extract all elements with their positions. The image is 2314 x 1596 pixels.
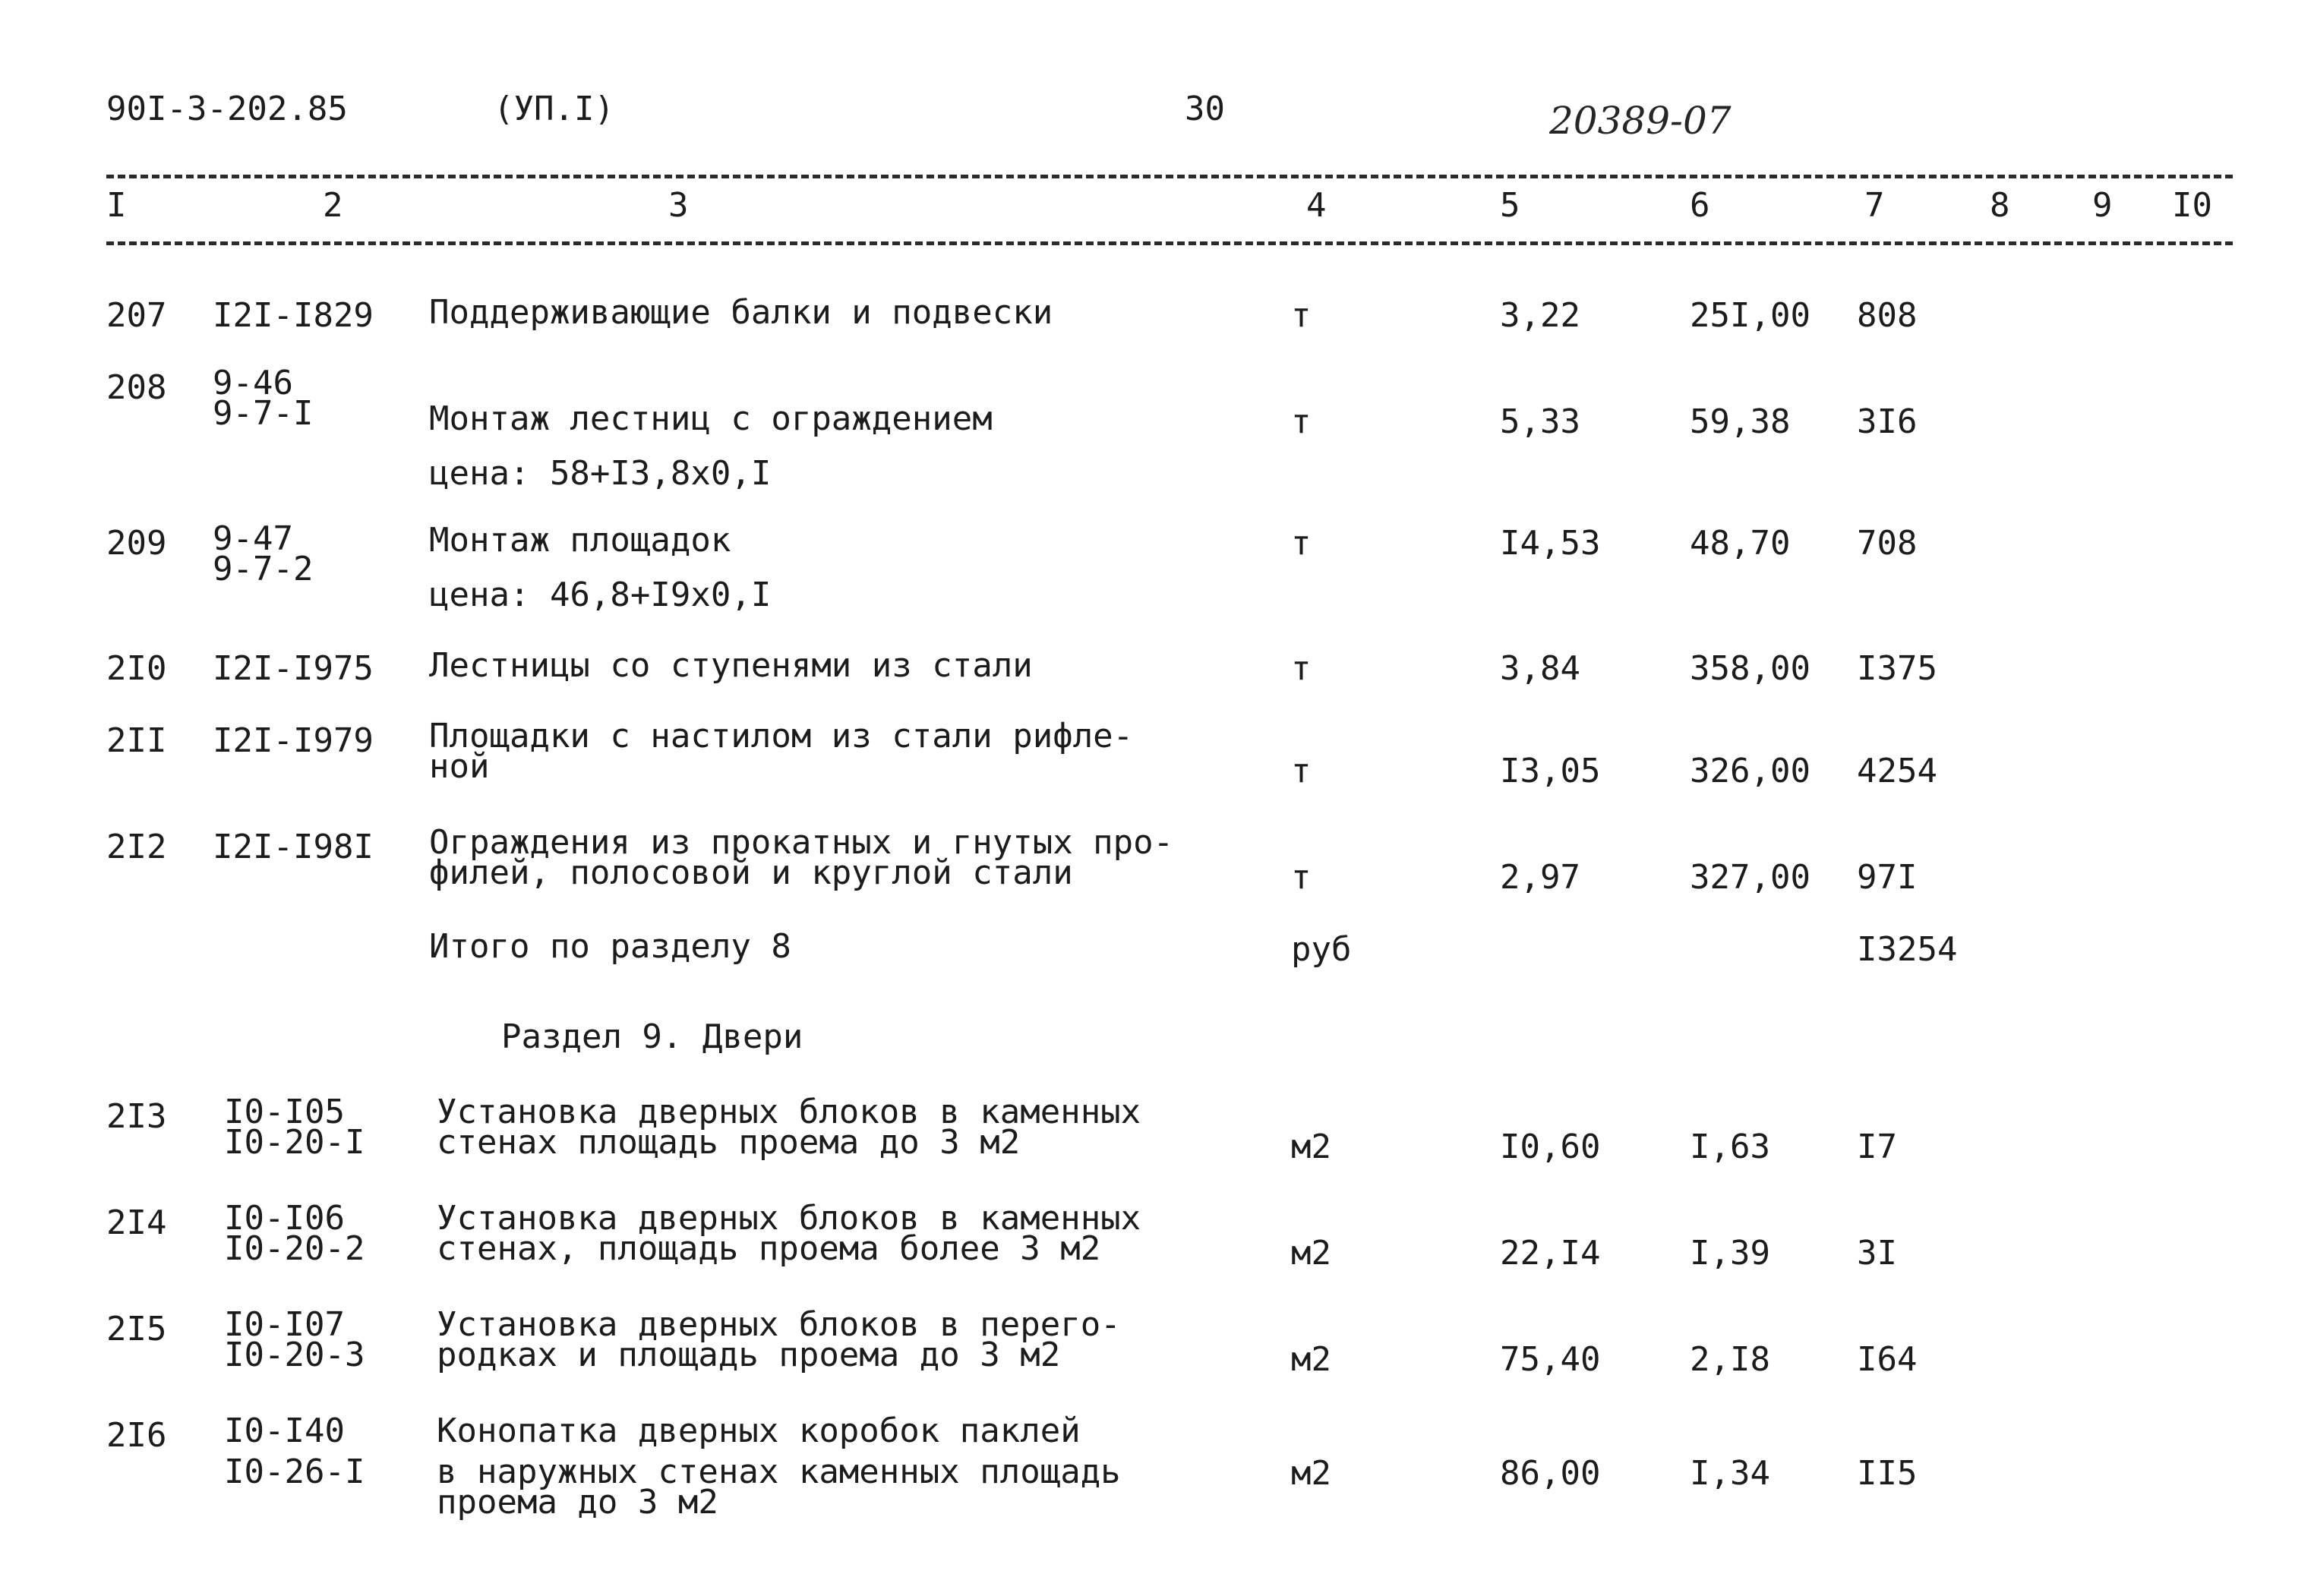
row-unit: т xyxy=(1291,402,1312,441)
row-number: 2I3 xyxy=(106,1097,167,1136)
row-unit-price: I,63 xyxy=(1690,1128,1770,1166)
row-unit: т xyxy=(1291,649,1312,688)
row-total: I64 xyxy=(1857,1340,1918,1379)
row-code: I0-I07 xyxy=(224,1305,345,1344)
row-code: I2I-I975 xyxy=(213,649,374,688)
row-description xyxy=(437,1411,1121,1522)
handwritten-inventory-number: 20389-07 xyxy=(1549,99,1732,143)
description-line: стенах площадь проема до 3 м2 xyxy=(437,1123,1021,1162)
subtotal-label: Итого по разделу 8 xyxy=(429,927,791,966)
row-number: 2I2 xyxy=(106,828,167,866)
row-code-group xyxy=(224,1305,365,1374)
row-unit: м2 xyxy=(1291,1234,1331,1273)
row-number: 208 xyxy=(106,368,167,407)
column-number: I0 xyxy=(2172,186,2212,225)
description-line: Ограждения из прокатных и гнутых про- xyxy=(429,823,1174,862)
row-description xyxy=(429,717,1134,786)
row-code-group xyxy=(224,1093,365,1162)
row-number: 2II xyxy=(106,721,167,760)
subtotal-total: I3254 xyxy=(1857,930,1958,969)
row-code-group xyxy=(213,364,314,433)
section-title: Раздел 9. Двери xyxy=(501,1017,803,1056)
row-code: I2I-I979 xyxy=(213,721,374,760)
row-unit-price: 2,I8 xyxy=(1690,1340,1770,1379)
row-unit: т xyxy=(1291,524,1312,563)
row-description: Поддерживающие балки и подвески xyxy=(429,293,1053,332)
row-unit: м2 xyxy=(1291,1340,1331,1379)
row-code: I0-20-I xyxy=(224,1123,365,1162)
column-number: 3 xyxy=(668,186,689,225)
row-total: 3I xyxy=(1857,1234,1897,1273)
row-code: I0-26-I xyxy=(224,1452,365,1491)
description-line: стенах, площадь проема более 3 м2 xyxy=(437,1229,1101,1268)
row-total: 708 xyxy=(1857,524,1918,563)
row-total: I7 xyxy=(1857,1128,1897,1166)
row-total: I375 xyxy=(1857,649,1937,688)
row-code-group xyxy=(224,1411,365,1491)
row-quantity: 75,40 xyxy=(1500,1340,1601,1379)
row-number: 2I5 xyxy=(106,1310,167,1348)
row-code-group xyxy=(213,519,314,588)
description-line: ной xyxy=(429,747,490,786)
top-dashed-rule xyxy=(106,175,2233,178)
description-line: в наружных стенах каменных площадь xyxy=(437,1452,1121,1491)
row-unit: м2 xyxy=(1291,1454,1331,1493)
bottom-dashed-rule xyxy=(106,241,2233,245)
row-description xyxy=(437,1199,1141,1268)
row-quantity: 3,22 xyxy=(1500,296,1580,335)
row-quantity: 3,84 xyxy=(1500,649,1580,688)
column-number: 5 xyxy=(1500,186,1520,225)
row-description xyxy=(429,521,772,614)
row-code: I0-20-3 xyxy=(224,1336,365,1374)
row-code: I0-20-2 xyxy=(224,1229,365,1268)
row-total: 3I6 xyxy=(1857,402,1918,441)
row-code: I0-I06 xyxy=(224,1199,345,1238)
column-number: I xyxy=(106,186,127,225)
row-unit-price: 358,00 xyxy=(1690,649,1810,688)
row-unit-price: 327,00 xyxy=(1690,858,1810,897)
row-code: 9-46 xyxy=(213,364,293,402)
row-description xyxy=(437,1093,1141,1162)
description-line: Монтаж лестниц с ограждением xyxy=(429,399,993,438)
row-unit-price: 59,38 xyxy=(1690,402,1791,441)
description-line: Конопатка дверных коробок паклей xyxy=(437,1411,1081,1450)
column-number: 7 xyxy=(1864,186,1885,225)
row-unit: т xyxy=(1291,858,1312,897)
row-code: 9-47 xyxy=(213,519,293,558)
row-unit: м2 xyxy=(1291,1128,1331,1166)
description-line: цена: 46,8+I9x0,I xyxy=(429,576,772,614)
row-total: 97I xyxy=(1857,858,1918,897)
row-description xyxy=(429,399,993,493)
description-line: Монтаж площадок xyxy=(429,521,731,560)
description-line: филей, полосовой и круглой стали xyxy=(429,853,1073,892)
row-description xyxy=(437,1305,1121,1374)
row-unit-price: 326,00 xyxy=(1690,752,1810,790)
row-code: I2I-I98I xyxy=(213,828,374,866)
description-line: Площадки с настилом из стали рифле- xyxy=(429,717,1134,755)
column-number: 2 xyxy=(323,186,343,225)
column-number: 8 xyxy=(1990,186,2010,225)
row-quantity: 86,00 xyxy=(1500,1454,1601,1493)
row-quantity: I0,60 xyxy=(1500,1128,1601,1166)
column-number: 4 xyxy=(1306,186,1327,225)
row-number: 209 xyxy=(106,524,167,563)
row-quantity: I4,53 xyxy=(1500,524,1601,563)
description-line: Установка дверных блоков в перего- xyxy=(437,1305,1121,1344)
description-line: Установка дверных блоков в каменных xyxy=(437,1199,1141,1238)
row-quantity: I3,05 xyxy=(1500,752,1601,790)
row-number: 2I4 xyxy=(106,1203,167,1242)
row-code: I2I-I829 xyxy=(213,296,374,335)
column-number: 6 xyxy=(1690,186,1710,225)
subtotal-unit: руб xyxy=(1291,930,1352,969)
row-unit-price: I,34 xyxy=(1690,1454,1770,1493)
row-description xyxy=(429,823,1174,892)
row-unit: т xyxy=(1291,296,1312,335)
row-description: Лестницы со ступенями из стали xyxy=(429,646,1033,685)
row-number: 2I0 xyxy=(106,649,167,688)
row-unit-price: 25I,00 xyxy=(1690,296,1810,335)
row-code: 9-7-2 xyxy=(213,550,314,588)
row-quantity: 22,I4 xyxy=(1500,1234,1601,1273)
row-code: I0-I05 xyxy=(224,1093,345,1131)
row-total: 808 xyxy=(1857,296,1918,335)
album-label: (УП.I) xyxy=(494,90,614,128)
column-number: 9 xyxy=(2092,186,2113,225)
row-total: 4254 xyxy=(1857,752,1937,790)
description-line: проема до 3 м2 xyxy=(437,1483,718,1522)
row-unit-price: 48,70 xyxy=(1690,524,1791,563)
row-unit-price: I,39 xyxy=(1690,1234,1770,1273)
row-total: II5 xyxy=(1857,1454,1918,1493)
row-unit: т xyxy=(1291,752,1312,790)
row-quantity: 5,33 xyxy=(1500,402,1580,441)
description-line: Установка дверных блоков в каменных xyxy=(437,1093,1141,1131)
row-code: 9-7-I xyxy=(213,394,314,433)
row-number: 2I6 xyxy=(106,1416,167,1455)
description-line: родках и площадь проема до 3 м2 xyxy=(437,1336,1061,1374)
row-number: 207 xyxy=(106,296,167,335)
row-code: I0-I40 xyxy=(224,1411,345,1450)
document-code: 90I-3-202.85 xyxy=(106,90,348,128)
row-code-group xyxy=(224,1199,365,1268)
page-number: 30 xyxy=(1185,90,1225,128)
description-line: цена: 58+I3,8x0,I xyxy=(429,454,772,493)
row-quantity: 2,97 xyxy=(1500,858,1580,897)
